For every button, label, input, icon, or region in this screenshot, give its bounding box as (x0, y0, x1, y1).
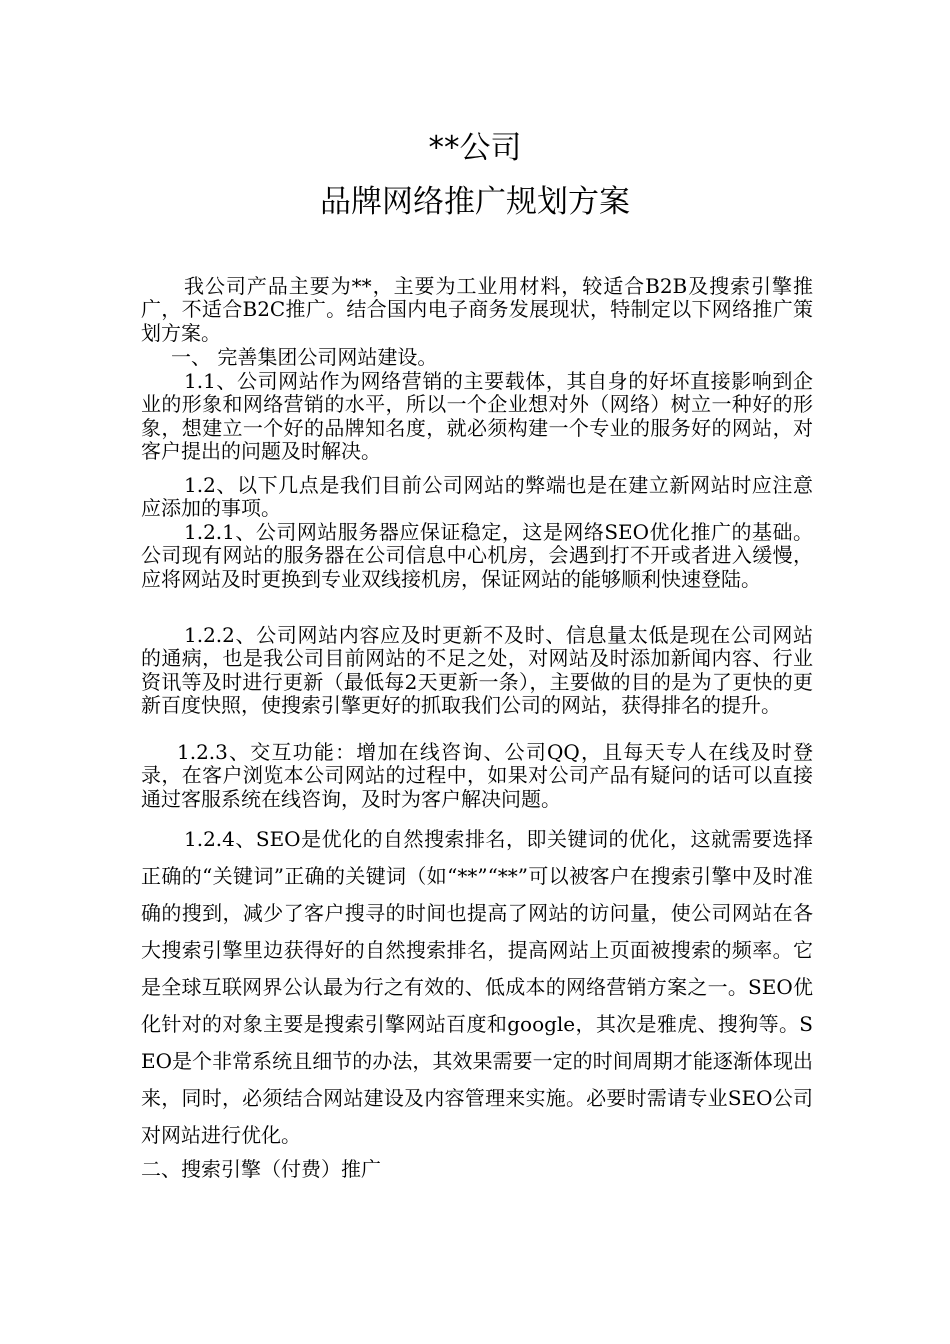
document-title-company: **公司 (428, 130, 522, 166)
intro-paragraph: 我公司产品主要为**，主要为工业用材料，较适合B2B及搜索引擎推广，不适合B2C推广。结合国内电子商务发展现状，特制定以下网络推广策划方案。 (141, 274, 813, 345)
paragraph-1-2: 1.2、以下几点是我们目前公司网站的弊端也是在建立新网站时应注意应添加的事项。 (141, 473, 813, 521)
paragraph-1-1: 1.1、公司网站作为网络营销的主要载体，其自身的好坏直接影响到企业的形象和网络营销的水平，所以一个企业想对外（网络）树立一种好的形象，想建立一个好的品牌知名度，就必须构建一个专业的服务好的网站，对客户提出的问题及时解决。 (141, 369, 813, 464)
section-1-heading: 一、 完善集团公司网站建设。 (171, 345, 438, 369)
paragraph-1-2-3: 1.2.3、交互功能：增加在线咨询、公司QQ，且每天专人在线及时登录，在客户浏览本公司网站的过程中，如果对公司产品有疑问的话可以直接通过客服系统在线咨询，及时为客户解决问题。 (141, 740, 813, 811)
section-2-heading: 二、搜索引擎（付费）推广 (141, 1157, 381, 1181)
document-title-plan: 品牌网络推广规划方案 (320, 184, 630, 220)
paragraph-1-2-1: 1.2.1、公司网站服务器应保证稳定，这是网络SEO优化推广的基础。公司现有网站的服务器在公司信息中心机房，会遇到打不开或者进入缓慢，应将网站及时更换到专业双线接机房，保证网站的能够顺利快速登陆。 (141, 520, 813, 591)
paragraph-1-2-4: 1.2.4、SEO是优化的自然搜索排名，即关键词的优化，这就需要选择正确的“关键词”正确的关键词（如“**”“**”可以被客户在搜索引擎中及时准确的搜到，减少了客户搜寻的时间也提高了网站的访问量，使公司网站在各大搜索引擎里边获得好的自然搜索排名，提高网站上页面被搜索的频率。它是全球互联网界公认最为行之有效的、低成本的网络营销方案之一。SEO优化针对的对象主要是搜索引擎网站百度和google，其次是雅虎、搜狗等。SEO是个非常系统且细节的办法，其效果需要一定的时间周期才能逐渐体现出来，同时，必须结合网站建设及内容管理来实施。必要时需请专业SEO公司对网站进行优化。 (141, 827, 813, 1147)
paragraph-1-2-2: 1.2.2、公司网站内容应及时更新不及时、信息量太低是现在公司网站的通病，也是我公司目前网站的不足之处，对网站及时添加新闻内容、行业资讯等及时进行更新（最低每2天更新一条），主要做的目的是为了更快的更新百度快照，使搜索引擎更好的抓取我们公司的网站，获得排名的提升。 (141, 623, 813, 718)
